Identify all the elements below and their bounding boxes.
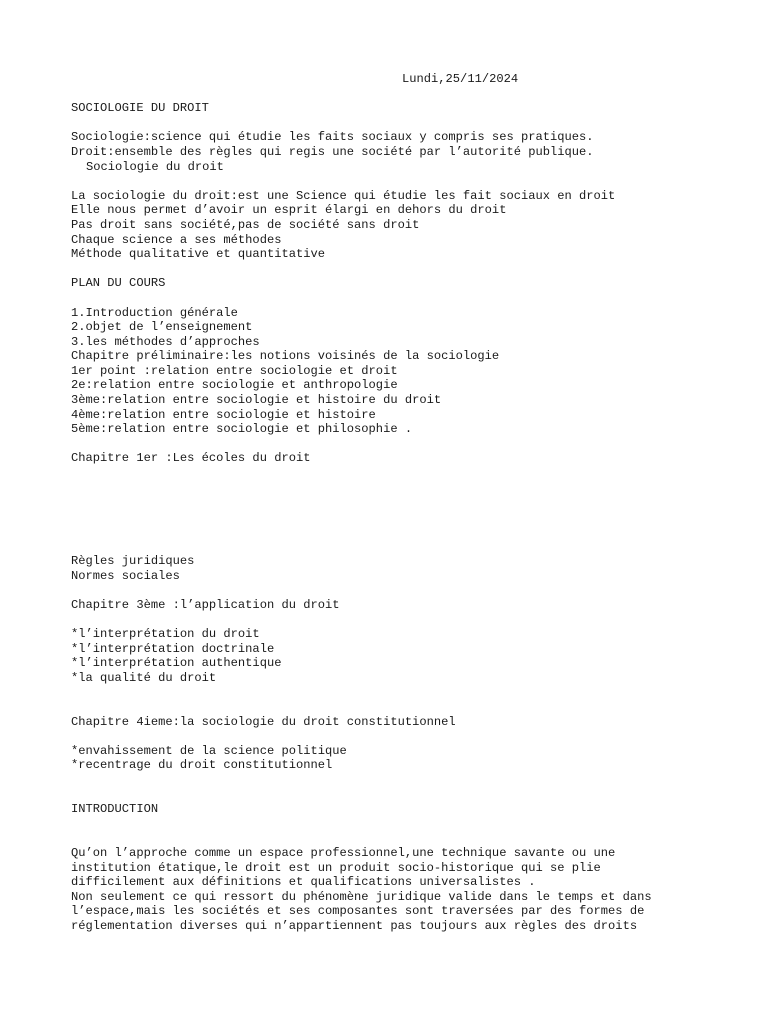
definition-line: Droit:ensemble des règles qui regis une société par l’autorité publique. xyxy=(71,144,594,159)
chapter-3-heading: Chapitre 3ème :l’application du droit xyxy=(71,597,340,612)
plan-item: 3.les méthodes d’approches xyxy=(71,334,260,349)
plan-item: 1er point :relation entre sociologie et droit xyxy=(71,363,398,378)
norm-line: Normes sociales xyxy=(71,568,180,583)
intro-line: Méthode qualitative et quantitative xyxy=(71,247,326,262)
chapter-3-item: *la qualité du droit xyxy=(71,670,217,685)
plan-item: 4ème:relation entre sociologie et histoire xyxy=(71,407,376,422)
plan-item: 5ème:relation entre sociologie et philosophie . xyxy=(71,422,413,437)
chapter-3-item: *l’interprétation doctrinale xyxy=(71,641,275,656)
plan-item: 3ème:relation entre sociologie et histoire du droit xyxy=(71,393,442,408)
document-date: Lundi,25/11/2024 xyxy=(402,72,519,86)
chapter-4-item: *recentrage du droit constitutionnel xyxy=(71,758,333,773)
document-title: SOCIOLOGIE DU DROIT xyxy=(71,101,209,116)
intro-line: La sociologie du droit:est une Science qui étudie les fait sociaux en droit xyxy=(71,188,616,203)
plan-item: 2.objet de l’enseignement xyxy=(71,320,253,335)
plan-heading: PLAN DU COURS xyxy=(71,276,166,291)
chapter-4-heading: Chapitre 4ieme:la sociologie du droit constitutionnel xyxy=(71,714,456,729)
definition-line: Sociologie:science qui étudie les faits sociaux y compris ses pratiques. xyxy=(71,130,594,145)
chapter-3-item: *l’interprétation authentique xyxy=(71,656,282,671)
plan-item: 1.Introduction générale xyxy=(71,305,238,320)
norm-line: Règles juridiques xyxy=(71,554,195,569)
subheading: Sociologie du droit xyxy=(86,159,224,174)
introduction-line: l’espace,mais les sociétés et ses composantes sont traversées par des formes de xyxy=(71,904,645,919)
introduction-line: difficilement aux définitions et qualifications universalistes . xyxy=(71,875,536,890)
introduction-line: Qu’on l’approche comme un espace professionnel,une technique savante ou une xyxy=(71,845,616,860)
introduction-line: réglementation diverses qui n’appartiennent pas toujours aux règles des droits xyxy=(71,918,638,933)
plan-item: Chapitre préliminaire:les notions voisinés de la sociologie xyxy=(71,349,500,364)
intro-line: Elle nous permet d’avoir un esprit élargi en dehors du droit xyxy=(71,203,507,218)
chapter-1-heading: Chapitre 1er :Les écoles du droit xyxy=(71,451,311,466)
chapter-3-item: *l’interprétation du droit xyxy=(71,627,260,641)
intro-line: Chaque science a ses méthodes xyxy=(71,232,282,247)
plan-item: 2e:relation entre sociologie et anthropologie xyxy=(71,378,398,393)
introduction-line: Non seulement ce qui ressort du phénomène juridique valide dans le temps et dans xyxy=(71,889,652,904)
introduction-heading: INTRODUCTION xyxy=(71,802,159,817)
chapter-4-item: *envahissement de la science politique xyxy=(71,743,347,758)
document-page xyxy=(71,72,751,933)
introduction-line: institution étatique,le droit est un produit socio-historique qui se plie xyxy=(71,860,601,875)
intro-line: Pas droit sans société,pas de société sans droit xyxy=(71,217,420,232)
